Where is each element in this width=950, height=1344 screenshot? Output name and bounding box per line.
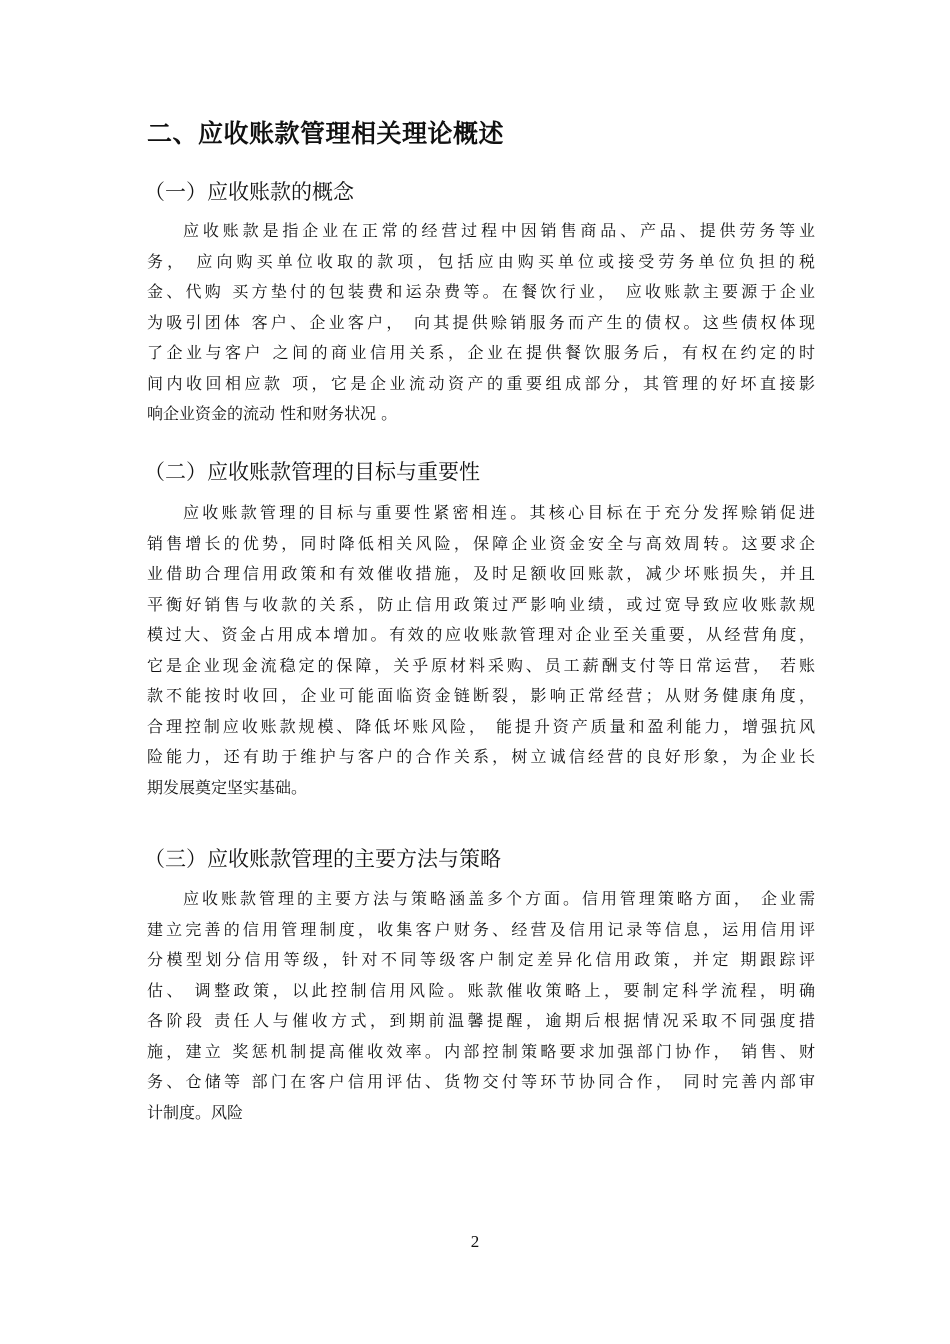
section-body-goals — [147, 498, 815, 803]
text-line: 应收账款是指企业在正常的经营过程中因销售商品、产品、提供劳务等业 — [183, 221, 815, 240]
text-line: 平衡好销售与收款的关系，防止信用政策过严影响业绩，或过宽导致应收账款规 — [147, 594, 815, 614]
text-line: 业借助合理信用政策和有效催收措施，及时足额收回账款，减少坏账损失，并且 — [147, 564, 815, 583]
text-line: 各阶段 责任人与催收方式，到期前温馨提醒，逾期后根据情况采取不同强度措 — [147, 1011, 815, 1030]
section-title-concept: （一）应收账款的概念 — [144, 180, 354, 204]
section-title-methods: （三）应收账款管理的主要方法与策略 — [144, 847, 501, 871]
section-title-goals: （二）应收账款管理的目标与重要性 — [144, 460, 480, 484]
text-line: 估、 调整政策，以此控制信用风险。账款催收策略上，要制定科学流程，明确 — [147, 980, 815, 1000]
text-line: 模过大、资金占用成本增加。有效的应收账款管理对企业至关重要，从经营角度， — [147, 625, 815, 644]
chapter-heading: 二、应收账款管理相关理论概述 — [147, 119, 505, 148]
text-line: 务、仓储等 部门在客户信用评估、货物交付等环节协同合作， 同时完善内部审 — [147, 1072, 815, 1091]
text-line: 它是企业现金流稳定的保障，关乎原材料采购、员工薪酬支付等日常运营， 若账 — [147, 655, 815, 675]
text-line: 金、代购 买方垫付的包装费和运杂费等。在餐饮行业， 应收账款主要源于企业 — [147, 282, 815, 301]
text-line: 应收账款管理的主要方法与策略涵盖多个方面。信用管理策略方面， 企业需 — [183, 889, 815, 908]
text-line: 务， 应向购买单位收取的款项，包括应由购买单位或接受劳务单位负担的税 — [147, 251, 815, 271]
text-line: 应收账款管理的目标与重要性紧密相连。其核心目标在于充分发挥赊销促进 — [183, 503, 815, 522]
text-line: 施，建立 奖惩机制提高催收效率。内部控制策略要求加强部门协作， 销售、财 — [147, 1041, 815, 1061]
text-line: 款不能按时收回，企业可能面临资金链断裂，影响正常经营；从财务健康角度， — [147, 686, 815, 705]
section-body-concept — [147, 216, 815, 430]
section-body-methods — [147, 884, 815, 1128]
text-line: 响企业资金的流动 性和财务状况 。 — [147, 404, 398, 423]
text-line: 险能力，还有助于维护与客户的合作关系，树立诚信经营的良好形象，为企业长 — [147, 747, 815, 766]
text-line: 计制度。风险 — [147, 1102, 244, 1122]
text-line: 了企业与客户 之间的商业信用关系，企业在提供餐饮服务后，有权在约定的时 — [147, 343, 815, 362]
text-line: 期发展奠定坚实基础。 — [147, 777, 308, 797]
text-line: 间内收回相应款 项，它是企业流动资产的重要组成部分，其管理的好坏直接影 — [147, 373, 815, 393]
text-line: 建立完善的信用管理制度，收集客户财务、经营及信用记录等信息，运用信用评 — [147, 919, 815, 939]
page-number: 2 — [470, 1232, 480, 1251]
text-line: 为吸引团体 客户、企业客户， 向其提供赊销服务而产生的债权。这些债权体现 — [147, 312, 815, 332]
text-line: 分模型划分信用等级，针对不同等级客户制定差异化信用政策，并定 期跟踪评 — [147, 950, 815, 969]
text-line: 销售增长的优势，同时降低相关风险，保障企业资金安全与高效周转。这要求企 — [147, 533, 815, 553]
text-line: 合理控制应收账款规模、降低坏账风险， 能提升资产质量和盈利能力，增强抗风 — [147, 716, 815, 736]
